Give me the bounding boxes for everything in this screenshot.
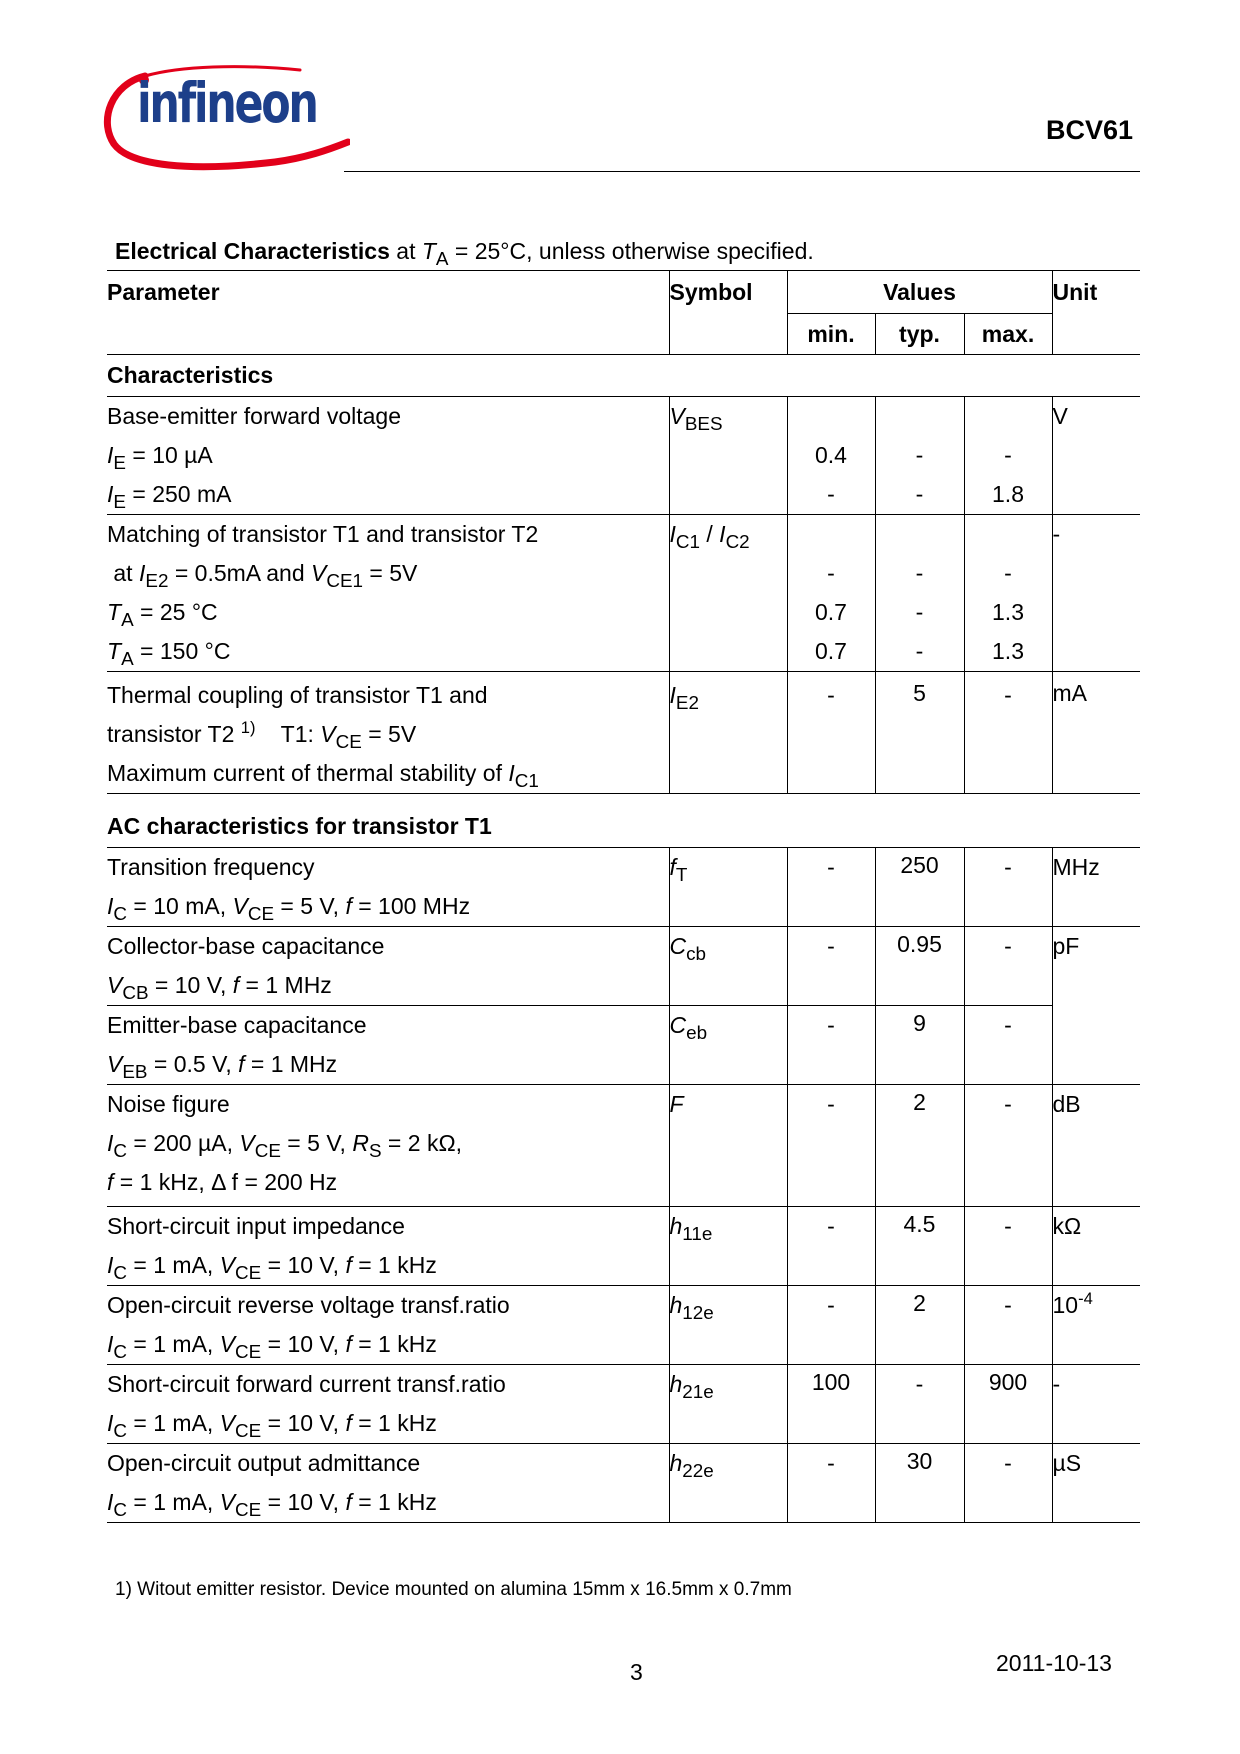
page-number: 3	[630, 1659, 643, 1685]
col-values: Values	[787, 271, 1052, 314]
section-row	[107, 355, 1140, 397]
symbol-h21e: $h_{21e}$	[669, 1365, 787, 1444]
typ-vbes: - -	[875, 397, 964, 515]
min-h22e: -	[787, 1444, 875, 1523]
param-nf: Noise figure $I_C = 200$ µA, $V_{CE} = 5$ V, $R_S = 2$ kΩ, f = 1 kHz, Δ f = 200 Hz	[107, 1085, 669, 1207]
param-h21e: Short-circuit forward current transf.ratio $I_C = 1$ mA, $V_{CE} = 10$ V, f = 1 kHz	[107, 1365, 669, 1444]
symbol-h22e: $h_{22e}$	[669, 1444, 787, 1523]
symbol-ft: $f_T$	[669, 848, 787, 927]
min-h11e: -	[787, 1207, 875, 1286]
unit-nf: dB	[1052, 1085, 1140, 1207]
param-vbes: Base-emitter forward voltage $I_E = 10$ µA $I_E = 250$ mA	[107, 397, 669, 515]
min-thermal: -	[787, 672, 875, 794]
table-row	[107, 1286, 1140, 1365]
typ-h22e: 30	[875, 1444, 964, 1523]
typ-thermal: 5	[875, 672, 964, 794]
unit-vbes: V	[1052, 397, 1140, 515]
max-vbes: - 1.8	[964, 397, 1052, 515]
unit-h12e: $10^{-4}$	[1052, 1286, 1140, 1365]
table-row	[107, 1365, 1140, 1444]
electrical-characteristics-table	[107, 270, 1140, 1523]
param-h22e: Open-circuit output admittance $I_C = 1$ mA, $V_{CE} = 10$ V, f = 1 kHz	[107, 1444, 669, 1523]
section-ac: AC characteristics for transistor T1	[107, 794, 1140, 848]
max-h21e: 900	[964, 1365, 1052, 1444]
table-row	[107, 672, 1140, 794]
max-nf: -	[964, 1085, 1052, 1207]
min-matching: - 0.7 0.7	[787, 515, 875, 672]
typ-h11e: 4.5	[875, 1207, 964, 1286]
col-typ: typ.	[875, 314, 964, 355]
header-rule	[344, 171, 1140, 172]
col-unit: Unit	[1052, 271, 1140, 355]
min-nf: -	[787, 1085, 875, 1207]
unit-ft: MHz	[1052, 848, 1140, 927]
section-characteristics: Characteristics	[107, 355, 1140, 397]
table-row	[107, 1085, 1140, 1207]
symbol-h12e: $h_{12e}$	[669, 1286, 787, 1365]
param-h12e: Open-circuit reverse voltage transf.ratio $I_C = 1$ mA, $V_{CE} = 10$ V, f = 1 kHz	[107, 1286, 669, 1365]
param-ceb: Emitter-base capacitance $V_{EB} = 0.5$ V, f = 1 MHz	[107, 1006, 669, 1085]
typ-matching: - - -	[875, 515, 964, 672]
max-h22e: -	[964, 1444, 1052, 1523]
param-thermal: Thermal coupling of transistor T1 and transistor T2 $^{1)}$ T1: $V_{CE} = 5V$ Maximum current of thermal stability of $I_{C1}$	[107, 672, 669, 794]
table-row	[107, 515, 1140, 672]
max-matching: - 1.3 1.3	[964, 515, 1052, 672]
min-h21e: 100	[787, 1365, 875, 1444]
unit-matching: -	[1052, 515, 1140, 672]
document-date: 2011-10-13	[996, 1650, 1112, 1676]
max-h11e: -	[964, 1207, 1052, 1286]
max-ceb: -	[964, 1006, 1052, 1085]
col-symbol: Symbol	[669, 271, 787, 355]
min-ceb: -	[787, 1006, 875, 1085]
unit-h21e: -	[1052, 1365, 1140, 1444]
min-vbes: 0.4 -	[787, 397, 875, 515]
table-row	[107, 1207, 1140, 1286]
table-row	[107, 848, 1140, 927]
unit-h11e: kΩ	[1052, 1207, 1140, 1286]
min-ccb: -	[787, 927, 875, 1006]
typ-nf: 2	[875, 1085, 964, 1207]
symbol-matching: $I_{C1} / I_{C2}$	[669, 515, 787, 672]
unit-ccb-ceb: pF	[1052, 927, 1140, 1085]
table-row	[107, 397, 1140, 515]
max-ccb: -	[964, 927, 1052, 1006]
infineon-logo	[100, 62, 350, 177]
logo-text: infineon	[137, 71, 317, 135]
param-ft: Transition frequency $I_C = 10$ mA, $V_{CE} = 5$ V, f = 100 MHz	[107, 848, 669, 927]
typ-h12e: 2	[875, 1286, 964, 1365]
max-h12e: -	[964, 1286, 1052, 1365]
unit-thermal: mA	[1052, 672, 1140, 794]
min-h12e: -	[787, 1286, 875, 1365]
col-min: min.	[787, 314, 875, 355]
param-ccb: Collector-base capacitance $V_{CB} = 10$ V, f = 1 MHz	[107, 927, 669, 1006]
table-header-row	[107, 271, 1140, 314]
table-caption: Electrical Characteristics at $T_A = 25^\circ C$, unless otherwise specified.	[115, 238, 814, 270]
caption-title: Electrical Characteristics	[115, 238, 390, 264]
max-thermal: -	[964, 672, 1052, 794]
param-matching: Matching of transistor T1 and transistor T2 at $I_{E2} = 0.5mA$ and $V_{CE1} = 5V$ $T_A = 25$ °C $T_A = 150$ °C	[107, 515, 669, 672]
typ-ft: 250	[875, 848, 964, 927]
symbol-ccb: $C_{cb}$	[669, 927, 787, 1006]
typ-ccb: 0.95	[875, 927, 964, 1006]
max-ft: -	[964, 848, 1052, 927]
symbol-nf: F	[669, 1085, 787, 1207]
symbol-h11e: $h_{11e}$	[669, 1207, 787, 1286]
col-parameter: Parameter	[107, 271, 669, 355]
unit-h22e: µS	[1052, 1444, 1140, 1523]
footnote: 1) Witout emitter resistor. Device mounted on alumina 15mm x 16.5mm x 0.7mm	[115, 1579, 792, 1600]
part-number: BCV61	[1045, 115, 1133, 145]
section-row	[107, 794, 1140, 848]
param-h11e: Short-circuit input impedance $I_C = 1$ mA, $V_{CE} = 10$ V, f = 1 kHz	[107, 1207, 669, 1286]
typ-h21e: -	[875, 1365, 964, 1444]
symbol-ceb: $C_{eb}$	[669, 1006, 787, 1085]
table-row	[107, 1444, 1140, 1523]
table-row	[107, 927, 1140, 1006]
typ-ceb: 9	[875, 1006, 964, 1085]
min-ft: -	[787, 848, 875, 927]
symbol-thermal: $I_{E2}$	[669, 672, 787, 794]
symbol-vbes: $V_{BES}$	[669, 397, 787, 515]
col-max: max.	[964, 314, 1052, 355]
table-row	[107, 1006, 1140, 1085]
